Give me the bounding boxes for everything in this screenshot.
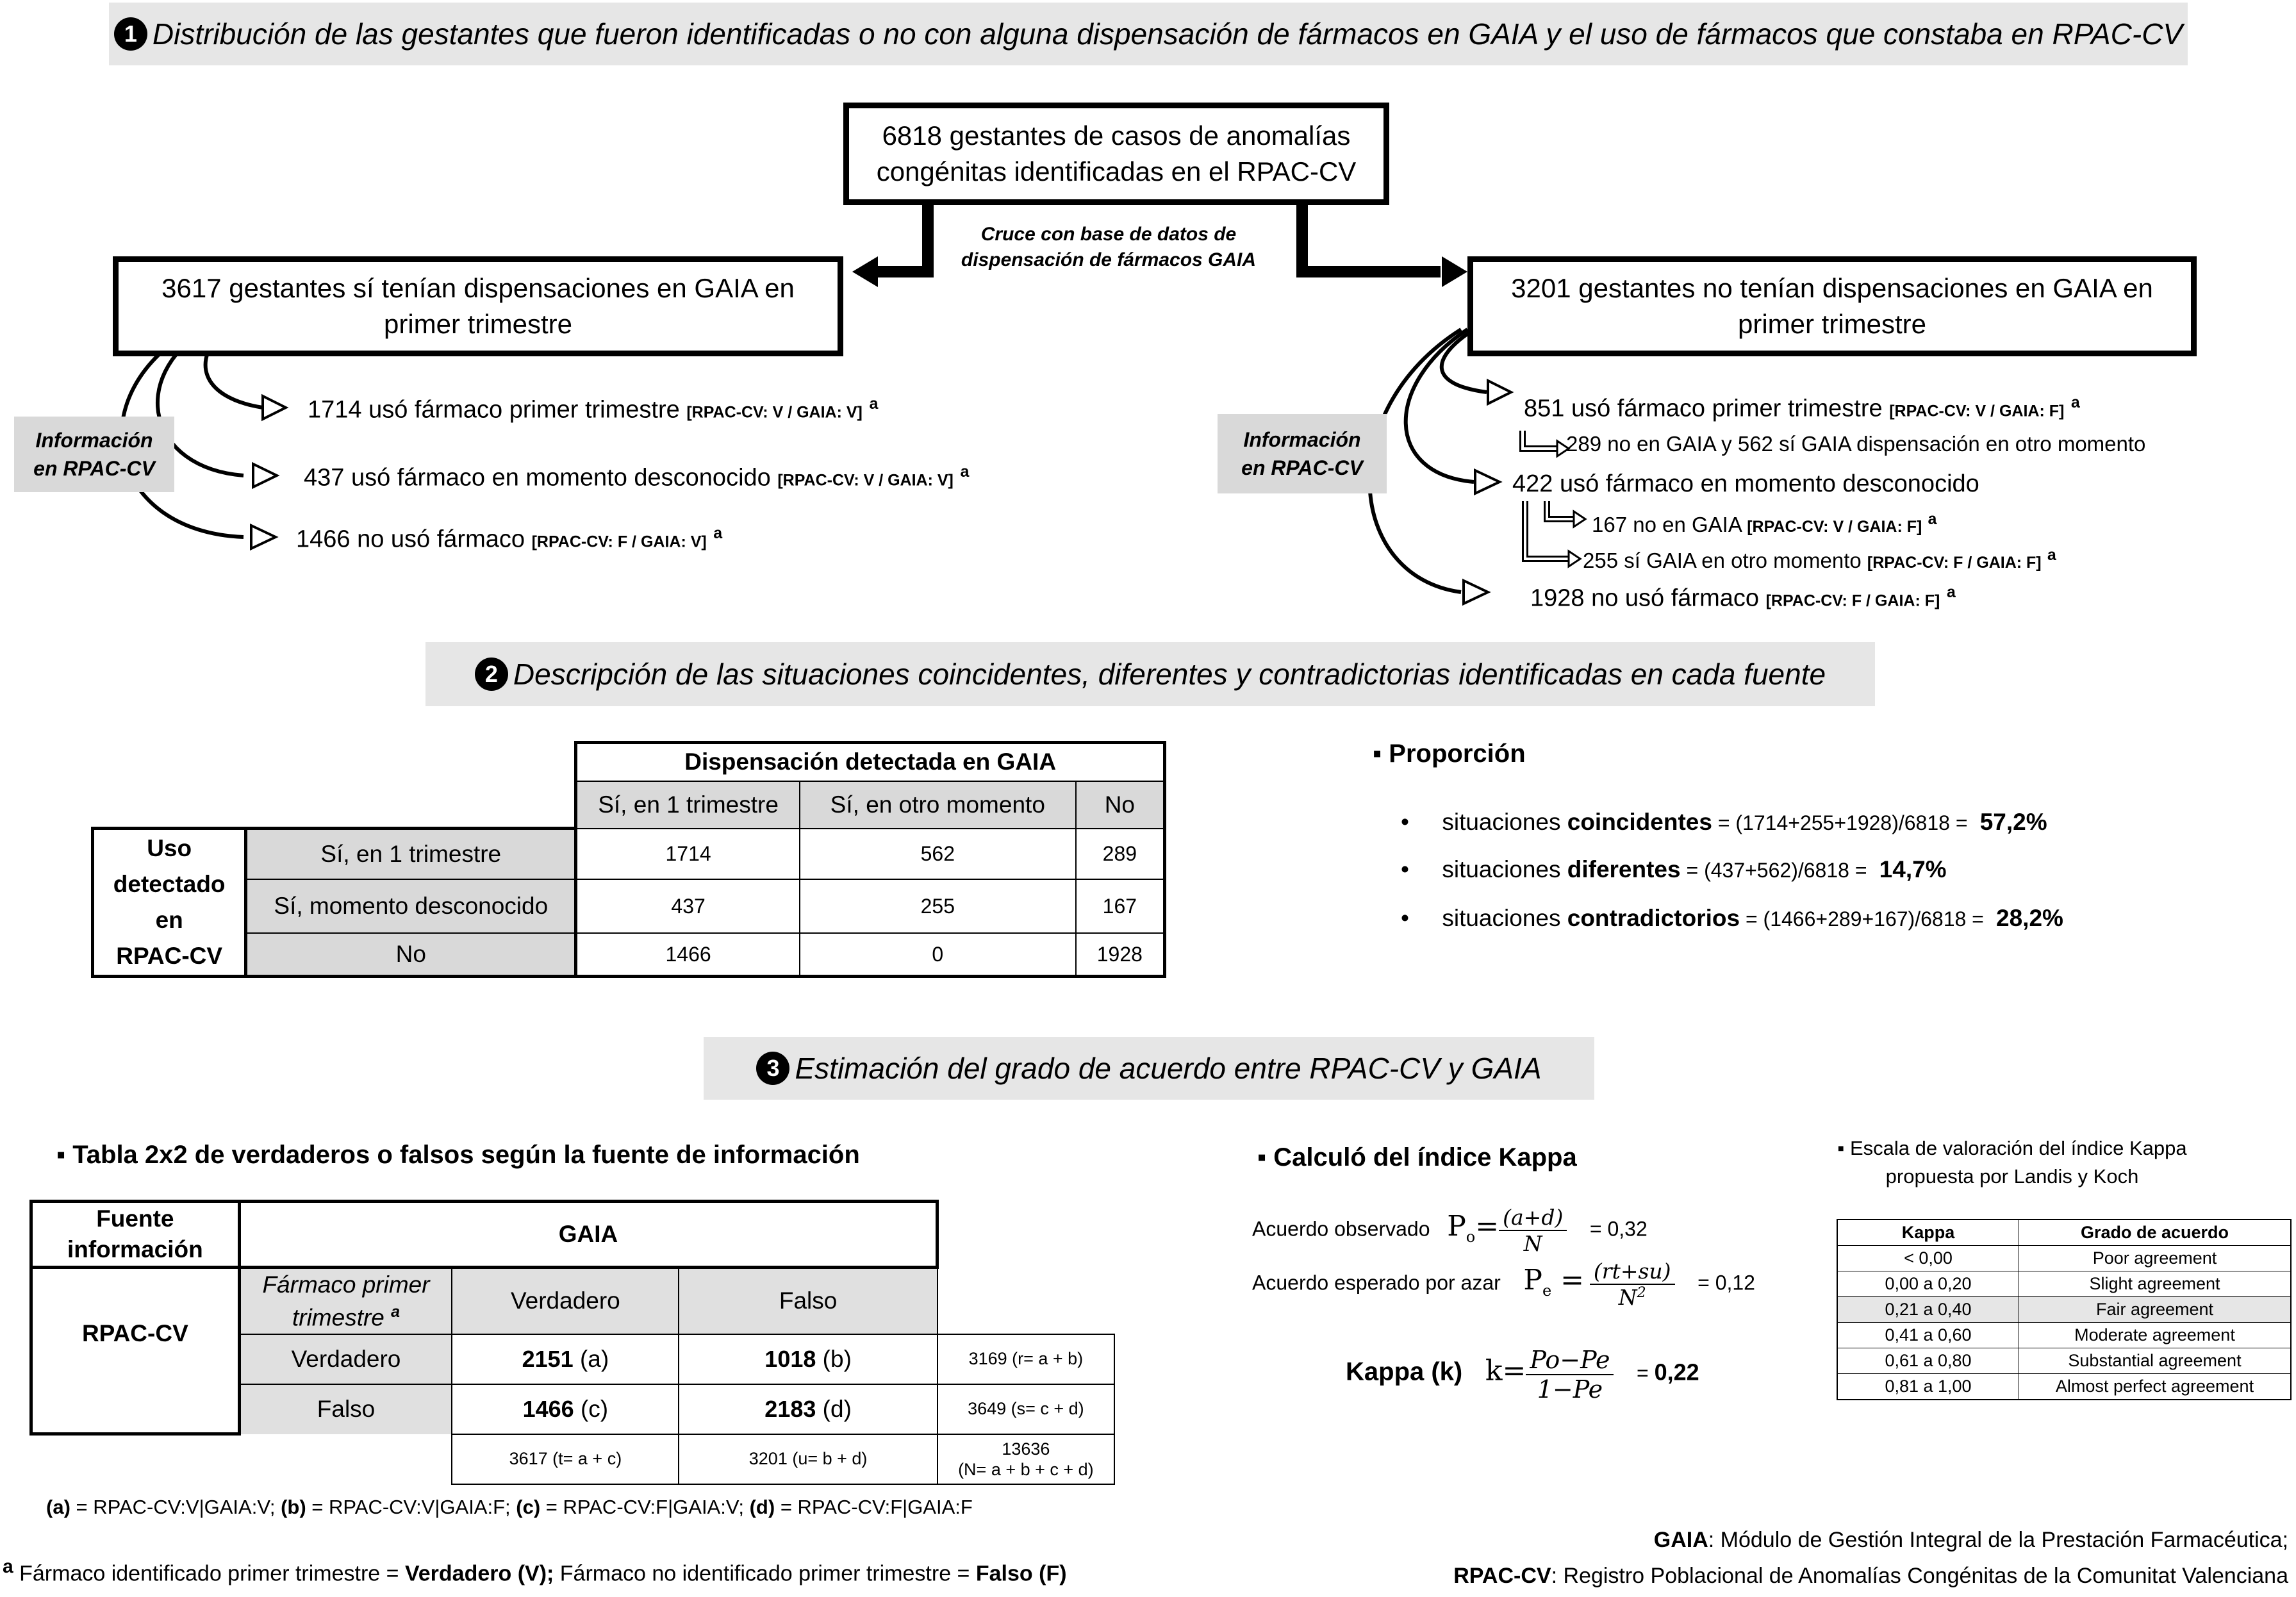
table-cell: 1714 (576, 829, 800, 880)
escala-title: ▪ Escala de valoración del índice Kappa propuesta por Landis y Koch (1837, 1137, 2187, 1187)
section3-title: Estimación del grado de acuerdo entre RPAC-CV y GAIA (795, 1052, 1542, 1085)
section-number-icon: 1 (114, 17, 147, 51)
left-gestantes-box (113, 256, 843, 356)
kappa-range: < 0,00 (1837, 1246, 2019, 1271)
right-item-2: 289 no en GAIA y 562 sí GAIA dispensación en otro momento (1566, 432, 2146, 456)
cell-legend: (a) = RPAC-CV:V|GAIA:V; (b) = RPAC-CV:V|GAIA:F; (c) = RPAC-CV:F|GAIA:V; (d) = RPAC-CV:F|GAIA:F (46, 1496, 973, 1518)
table-cell: 1466 (576, 933, 800, 976)
table-cell: 167 (1076, 879, 1165, 933)
right-item-3: 422 usó fármaco en momento desconocido (1512, 470, 1979, 497)
row-label-3: No (246, 933, 576, 976)
kappa-grade: Slight agreement (2019, 1271, 2292, 1297)
proporcion-item: • situaciones coincidentes = (1714+255+1928)/6818 = 57,2% (1401, 809, 2047, 835)
kappa-range: 0,61 a 0,80 (1837, 1348, 2019, 1374)
kappa-head: Kappa (1837, 1220, 2019, 1246)
gaia-header: GAIA (239, 1202, 937, 1268)
section2-title: Descripción de las situaciones coincidentes, diferentes y contradictorias identificadas en cada fuente (513, 658, 1826, 691)
kappa-grade: Moderate agreement (2019, 1323, 2292, 1348)
kappa-grade: Poor agreement (2019, 1246, 2292, 1271)
row-label-2: Sí, momento desconocido (246, 879, 576, 933)
table-cell: 289 (1076, 829, 1165, 880)
kappa-title: ▪ Calculó del índice Kappa (1257, 1143, 1577, 1171)
acuerdo-esperado: Acuerdo esperado por azar $P_e$ = $\frac{(rt+su)}{N^2}$ = 0,12 (1252, 1259, 1755, 1310)
rpac-header: RPAC-CV (31, 1268, 240, 1434)
kappa-range: 0,21 a 0,40 (1837, 1297, 2019, 1323)
gaia-definition: GAIA: Módulo de Gestión Integral de la Prestación Farmacéutica; (1653, 1528, 2288, 1552)
acuerdo-observado: Acuerdo observado $P_o=$ $\frac{(a+d)}{N}$ = 0,32 (1252, 1205, 1648, 1256)
kappa-range: 0,00 a 0,20 (1837, 1271, 2019, 1297)
col-total-u: 3201 (u= b + d) (679, 1434, 937, 1484)
kappa-grade: Fair agreement (2019, 1297, 2292, 1323)
kappa-grade: Almost perfect agreement (2019, 1374, 2292, 1400)
arrow-left-head (852, 256, 878, 287)
arrow-right-head (1442, 256, 1467, 287)
col-header-1: Sí, en 1 trimestre (576, 781, 800, 829)
row-verdadero: Verdadero (239, 1334, 452, 1384)
col-total-t: 3617 (t= a + c) (452, 1434, 679, 1484)
table-cell: 437 (576, 879, 800, 933)
section2-banner (425, 642, 1875, 706)
col-verdadero: Verdadero (452, 1268, 679, 1334)
section-number-icon: 2 (475, 658, 508, 691)
kappa-range: 0,81 a 1,00 (1837, 1374, 2019, 1400)
total-gestantes-box (843, 103, 1389, 205)
section1-title: Distribución de las gestantes que fueron identificadas o no con alguna dispensación de fármacos en GAIA y el uso de fármacos que constaba en RPAC-CV (152, 17, 2183, 51)
right-item-4: 167 no en GAIA [RPAC-CV: V / GAIA: F] $^a$ (1592, 510, 1937, 536)
right-item-1: 851 usó fármaco primer trimestre [RPAC-CV: V / GAIA: F] $^a$ (1524, 393, 2080, 422)
elbow-arrow-1 (1523, 431, 1557, 449)
left-item-1: 1714 usó fármaco primer trimestre [RPAC-CV: V / GAIA: V] $^a$ (308, 395, 879, 424)
kappa-formula: Kappa (k) k= $\frac{Po-Pe}{1-Pe}$ = 0,22 (1346, 1346, 1699, 1403)
row-group: Uso detectado en RPAC-CV (93, 829, 246, 977)
proporcion-title: ▪ Proporción (1373, 740, 1526, 768)
table-cell: 1928 (1076, 933, 1165, 976)
left-item-3: 1466 no usó fármaco [RPAC-CV: F / GAIA: V] $^a$ (296, 524, 723, 553)
right-gestantes-text: 3201 gestantes no tenían dispensaciones en GAIA en primer trimestre (1511, 273, 2153, 339)
tabla-2x2 (29, 1200, 1115, 1485)
section-number-icon: 3 (756, 1052, 789, 1085)
farmaco-header: Fármaco primer trimestre $^a$ (239, 1268, 452, 1334)
table-cell: 562 (800, 829, 1076, 880)
right-item-5: 255 sí GAIA en otro momento [RPAC-CV: F / GAIA: F] $^a$ (1583, 546, 2056, 572)
tabla-2x2-title: ▪ Tabla 2x2 de verdaderos o falsos según la fuente de información (56, 1141, 860, 1169)
section3-banner (704, 1037, 1594, 1100)
grado-head: Grado de acuerdo (2019, 1220, 2292, 1246)
info-rpac-right: Información en RPAC-CV (1218, 414, 1387, 493)
col-falso: Falso (679, 1268, 937, 1334)
cell-c: 1466 (c) (452, 1384, 679, 1434)
rpac-definition: RPAC-CV: Registro Poblacional de Anomalías Congénitas de la Comunitat Valenciana (1453, 1564, 2288, 1588)
left-gestantes-text: 3617 gestantes sí tenían dispensaciones en GAIA en primer trimestre (161, 273, 795, 339)
cell-a: 2151 (a) (452, 1334, 679, 1384)
col-header-3: No (1076, 781, 1165, 829)
table-cell: 0 (800, 933, 1076, 976)
footnote-a: a Fármaco identificado primer trimestre = Verdadero (V); Fármaco no identificado primer trimestre = Falso (F) (3, 1556, 1067, 1586)
table-cell: 255 (800, 879, 1076, 933)
row-falso: Falso (239, 1384, 452, 1434)
info-rpac-left: Información en RPAC-CV (14, 417, 174, 492)
cell-b: 1018 (b) (679, 1334, 937, 1384)
grand-total: 13636 (N= a + b + c + d) (937, 1434, 1114, 1484)
kappa-grade: Substantial agreement (2019, 1348, 2292, 1374)
proporcion-item: • situaciones contradictorios = (1466+289+167)/6818 = 28,2% (1401, 905, 2063, 931)
arrow-right-branch (1302, 204, 1441, 272)
total-gestantes-text: 6818 gestantes de casos de anomalías congénitas identificadas en el RPAC-CV (876, 120, 1357, 186)
cruce-label: Cruce con base de datos de dispensación de fármacos GAIA (961, 224, 1257, 270)
proporcion-item: • situaciones diferentes = (437+562)/6818 = 14,7% (1401, 856, 1947, 882)
gaia-col-group: Dispensación detectada en GAIA (576, 743, 1165, 781)
right-item-6: 1928 no usó fármaco [RPAC-CV: F / GAIA: F] $^a$ (1530, 583, 1956, 612)
row-total-s: 3649 (s= c + d) (937, 1384, 1114, 1434)
curve-right-2 (1406, 329, 1474, 482)
elbow-arrow-2 (1547, 501, 1574, 519)
row-label-1: Sí, en 1 trimestre (246, 829, 576, 880)
right-gestantes-box (1467, 256, 2197, 356)
kappa-range: 0,41 a 0,60 (1837, 1323, 2019, 1348)
fuente-header: Fuente información (31, 1202, 240, 1268)
col-header-2: Sí, en otro momento (800, 781, 1076, 829)
left-item-2: 437 usó fármaco en momento desconocido [RPAC-CV: V / GAIA: V] $^a$ (304, 463, 970, 492)
situaciones-table (91, 741, 1166, 978)
escala-kappa-table (1837, 1219, 2292, 1400)
arrow-left-branch (878, 204, 928, 272)
row-total-r: 3169 (r= a + b) (937, 1334, 1114, 1384)
cell-d: 2183 (d) (679, 1384, 937, 1434)
